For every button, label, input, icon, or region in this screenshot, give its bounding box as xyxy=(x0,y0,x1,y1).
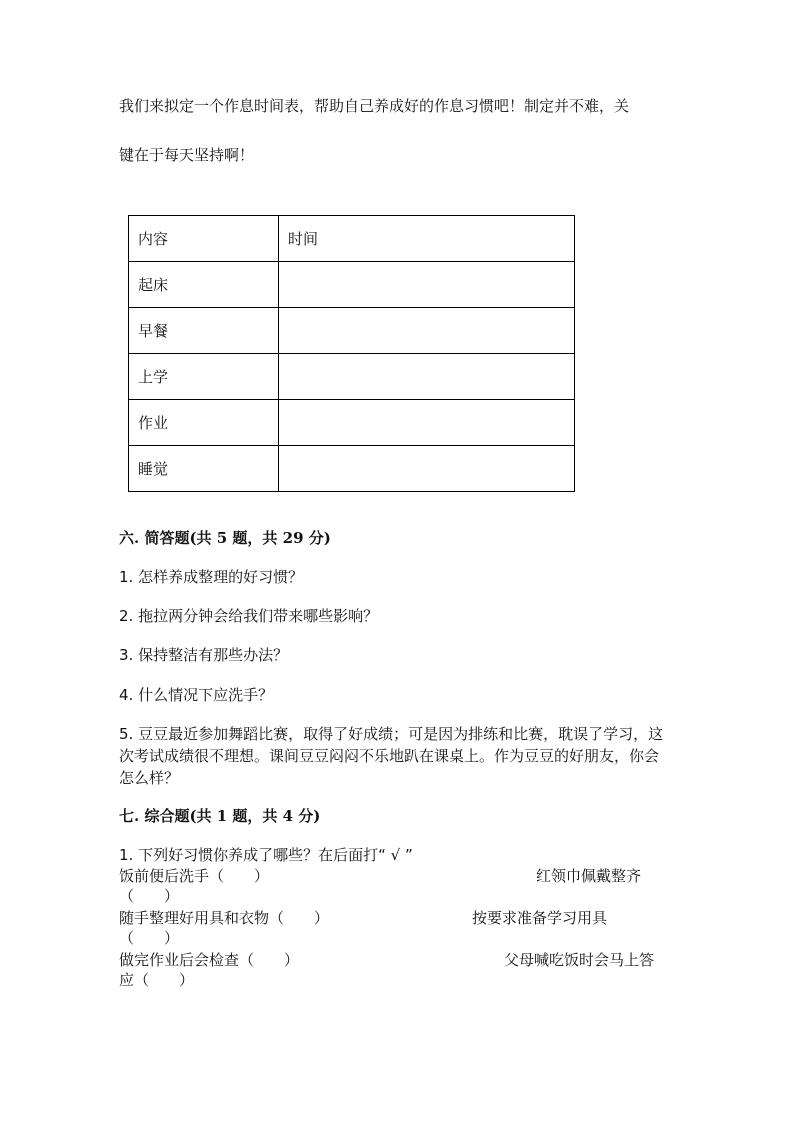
table-row xyxy=(129,354,575,400)
header-content: 内容 xyxy=(129,216,279,262)
habit-item-tidy: 随手整理好用具和衣物（ ） xyxy=(119,909,330,927)
row-label: 睡觉 xyxy=(129,446,279,492)
intro-line-2: 键在于每天坚持啊！ xyxy=(119,146,255,164)
time-cell xyxy=(279,262,575,308)
time-cell xyxy=(279,400,575,446)
table-row xyxy=(129,400,575,446)
question-5: 5. 豆豆最近参加舞蹈比赛，取得了好成绩；可是因为排练和比赛，耽误了学习，这次考试成绩很不理想。课间豆豆闷闷不乐地趴在课桌上。作为豆豆的好朋友，你会怎么样？ xyxy=(119,725,664,787)
row-label: 起床 xyxy=(129,262,279,308)
schedule-table xyxy=(128,215,575,492)
question-1: 1. 怎样养成整理的好习惯？ xyxy=(119,568,304,586)
intro-line-1: 我们来拟定一个作息时间表，帮助自己养成好的作息习惯吧！制定并不难，关 xyxy=(119,97,630,115)
habit-answer-scarf: （ ） xyxy=(119,887,180,905)
habit-answer-parents: 应（ ） xyxy=(119,971,195,989)
time-cell xyxy=(279,354,575,400)
question-3: 3. 保持整洁有那些办法？ xyxy=(119,646,289,664)
habit-item-homework-check: 做完作业后会检查（ ） xyxy=(119,951,300,969)
table-row xyxy=(129,308,575,354)
row-label: 作业 xyxy=(129,400,279,446)
time-cell xyxy=(279,446,575,492)
habit-item-handwash: 饭前便后洗手（ ） xyxy=(119,867,270,885)
time-cell xyxy=(279,308,575,354)
table-header-row xyxy=(129,216,575,262)
table-row xyxy=(129,446,575,492)
section7-question: 1. 下列好习惯你养成了哪些？在后面打“ √ ” xyxy=(119,846,413,864)
section7-title: 七. 综合题(共 1 题，共 4 分) xyxy=(119,807,321,825)
table-row xyxy=(129,262,575,308)
question-4: 4. 什么情况下应洗手？ xyxy=(119,686,274,704)
row-label: 早餐 xyxy=(129,308,279,354)
habit-item-answer-parents: 父母喊吃饭时会马上答 xyxy=(504,951,655,969)
section6-title: 六. 简答题(共 5 题，共 29 分) xyxy=(119,529,331,547)
habit-item-scarf: 红领巾佩戴整齐 xyxy=(536,867,642,885)
question-2: 2. 拖拉两分钟会给我们带来哪些影响？ xyxy=(119,607,379,625)
row-label: 上学 xyxy=(129,354,279,400)
habit-item-supplies: 按要求准备学习用具 xyxy=(472,909,608,927)
habit-answer-supplies: （ ） xyxy=(119,929,180,947)
header-time: 时间 xyxy=(279,216,575,262)
